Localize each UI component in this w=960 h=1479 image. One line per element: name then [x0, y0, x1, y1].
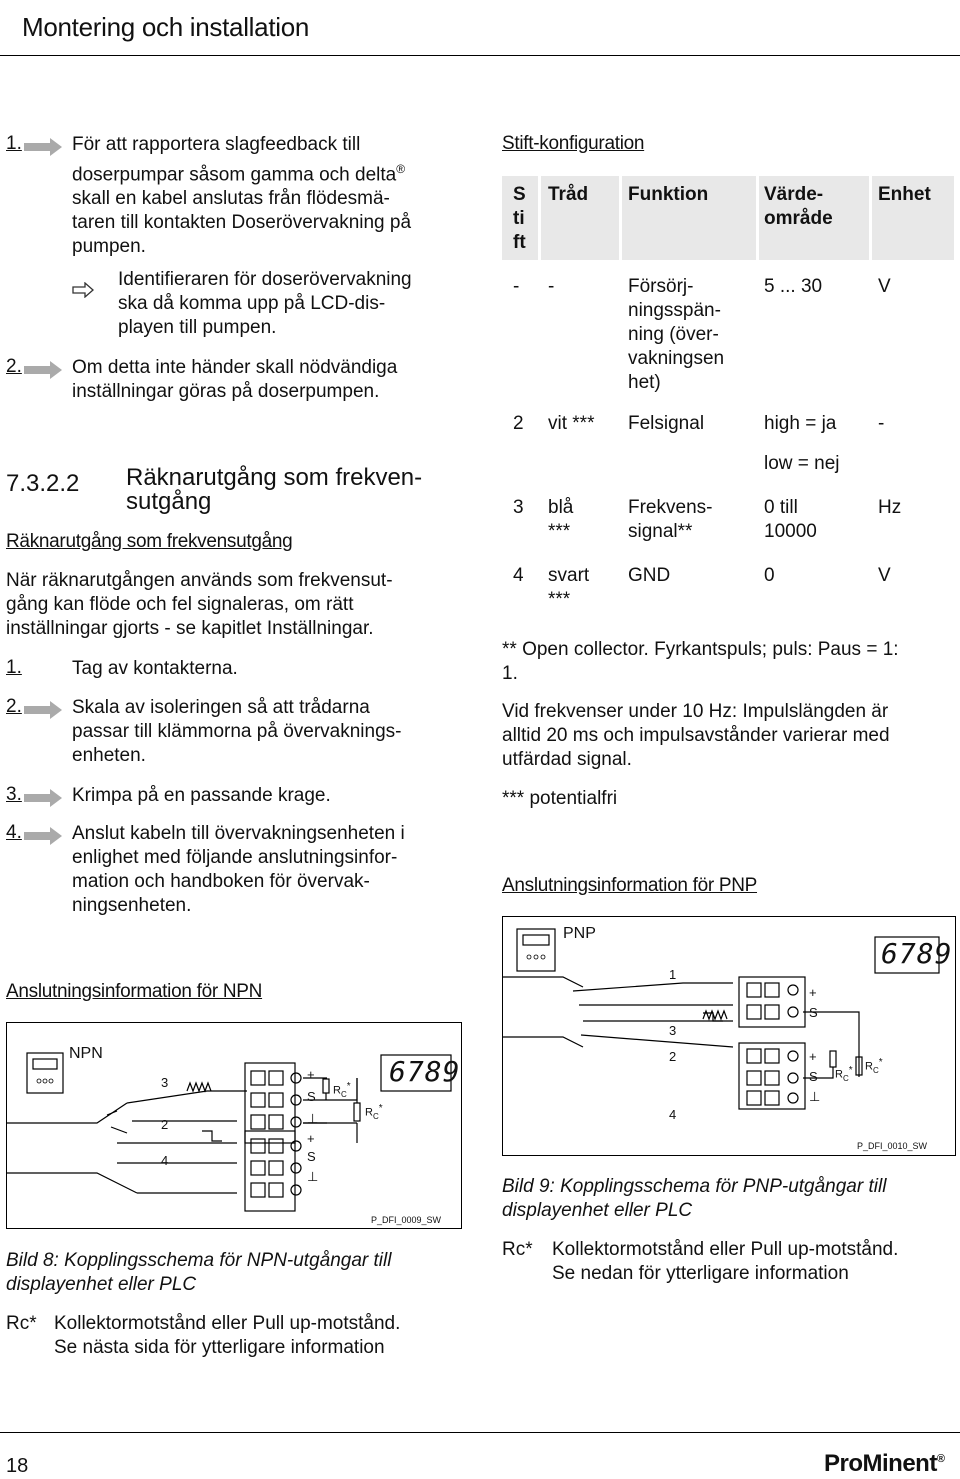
terminal-label: ⊥	[809, 1089, 821, 1104]
footnote: *** potentialfri	[502, 788, 618, 809]
wire-label: 1	[669, 967, 677, 982]
table-header-unit: Enhet	[878, 184, 931, 205]
step-number: 1.	[6, 657, 22, 678]
wire-label: 3	[669, 1023, 677, 1038]
table-cell: -	[878, 413, 885, 434]
table-cell: -	[548, 276, 555, 297]
step-number: 1.	[6, 133, 22, 154]
table-cell: vit ***	[548, 413, 595, 434]
diagram-label: PNP	[563, 925, 596, 942]
pin-config-heading: Stift-konfiguration	[502, 133, 645, 154]
table-cell: blå ***	[548, 497, 574, 542]
step-arrow-icon	[24, 138, 62, 156]
npn-heading: Anslutningsinformation för NPN	[6, 981, 263, 1002]
terminal-label: S	[809, 1069, 818, 1084]
step-number: 2.	[6, 696, 22, 717]
npn-caption: Bild 8: Kopplingsschema för NPN-utgångar till displayenhet eller PLC	[6, 1250, 392, 1295]
wire-label: 2	[669, 1049, 677, 1064]
terminal-label: S	[307, 1149, 316, 1164]
pnp-wiring-diagram	[502, 916, 956, 1156]
company-logo: ProMinent®	[824, 1450, 945, 1477]
footnote: ** Open collector. Fyrkantspuls; puls: Paus = 1: 1.	[502, 639, 899, 684]
paragraph: När räknarutgången används som frekvensut- gång kan flöde och fel signaleras, om rätt inställningar gjorts - se kapitlet Inställningar.	[6, 570, 393, 639]
resistor-label: $R_C^*$	[865, 1057, 883, 1075]
terminal-label: +	[307, 1067, 315, 1082]
table-cell: Försörj- ningsspän- ning (över- vakningsen het)	[628, 276, 725, 393]
resistor-label: $R_C^*$	[333, 1081, 351, 1099]
step-text: Skala av isoleringen så att trådarna passar till klämmorna på övervaknings- enheten.	[72, 697, 402, 766]
diagram-code: P_DFI_0009_SW	[371, 1215, 442, 1225]
terminal-label: +	[307, 1131, 315, 1146]
table-header-pin: S ti ft	[513, 184, 526, 253]
table-cell: V	[878, 276, 891, 297]
wire-label: 4	[669, 1107, 677, 1122]
table-header-function: Funktion	[628, 184, 709, 205]
step-arrow-icon	[24, 701, 62, 719]
diagram-label: NPN	[69, 1045, 103, 1062]
table-cell: V	[878, 565, 891, 586]
footer-rule	[0, 1432, 960, 1433]
table-header-range: Värde- område	[764, 184, 833, 229]
section-title: Räknarutgång som frekven- sutgång	[126, 464, 423, 515]
rc-text: Kollektormotstånd eller Pull up-motstånd. Se nästa sida för ytterligare information	[54, 1313, 401, 1358]
rc-text: Kollektormotstånd eller Pull up-motstånd. Se nedan för ytterligare information	[552, 1239, 899, 1284]
table-cell: 3	[513, 497, 524, 518]
terminal-label: ⊥	[307, 1169, 319, 1184]
rc-label: Rc*	[502, 1239, 533, 1260]
table-cell: 5 ... 30	[764, 276, 823, 297]
terminal-label: +	[809, 1049, 817, 1064]
table-cell: high = ja	[764, 413, 837, 434]
display-readout: 6789	[389, 1055, 461, 1088]
footnote: Vid frekvenser under 10 Hz: Impulslängden är alltid 20 ms och impulsavstånder varierar med utfärdad signal.	[502, 701, 890, 770]
diagram-code: P_DFI_0010_SW	[857, 1141, 928, 1151]
wire-label: 4	[161, 1153, 169, 1168]
wire-label: 2	[161, 1117, 169, 1132]
table-cell: svart ***	[548, 565, 590, 610]
resistor-label: $R_C^*$	[835, 1065, 853, 1083]
table-cell: 0	[764, 565, 775, 586]
table-cell: low = nej	[764, 453, 840, 474]
step-text: Anslut kabeln till övervakningsenheten i enlighet med följande anslutningsinfor- mation och handboken för övervak- ningsenheten.	[72, 823, 405, 916]
table-cell: 4	[513, 565, 524, 586]
resistor-label: $R_C^*$	[365, 1103, 383, 1121]
section-number: 7.3.2.2	[6, 470, 80, 497]
step-text: Krimpa på en passande krage.	[72, 785, 331, 806]
table-header-wire: Tråd	[548, 184, 589, 205]
step-arrow-icon	[24, 827, 62, 845]
npn-wiring-diagram	[6, 1022, 462, 1229]
table-cell: Felsignal	[628, 413, 705, 434]
table-cell: Hz	[878, 497, 902, 518]
step-text: För att rapportera slagfeedback till doserpumpar såsom gamma och delta® skall en kabel anslutas från flödesmä- taren till kontakten Doserövervakning på pumpen.	[72, 134, 412, 258]
result-text: Identifieraren för doserövervakning ska då komma upp på LCD-dis- playen till pumpen.	[118, 269, 412, 338]
table-cell: GND	[628, 565, 671, 586]
pnp-caption: Bild 9: Kopplingsschema för PNP-utgångar till displayenhet eller PLC	[502, 1176, 887, 1221]
page-number: 18	[6, 1455, 29, 1477]
terminal-label: ⊥	[307, 1111, 319, 1126]
step-text: Tag av kontakterna.	[72, 658, 238, 679]
table-cell: -	[513, 276, 520, 297]
subheading: Räknarutgång som frekvensutgång	[6, 531, 293, 552]
display-readout: 6789	[881, 937, 953, 970]
step-arrow-icon	[24, 361, 62, 379]
wire-label: 3	[161, 1075, 169, 1090]
terminal-label: S	[809, 1005, 818, 1020]
result-arrow-icon	[72, 282, 94, 298]
step-text: Om detta inte händer skall nödvändiga inställningar göras på doserpumpen.	[72, 357, 398, 402]
page-title: Montering och installation	[22, 12, 310, 42]
table-cell: 0 till 10000	[764, 497, 817, 542]
table-cell: 2	[513, 413, 524, 434]
terminal-label: S	[307, 1089, 316, 1104]
pnp-heading: Anslutningsinformation för PNP	[502, 875, 758, 896]
step-arrow-icon	[24, 789, 62, 807]
terminal-label: +	[809, 985, 817, 1000]
rc-label: Rc*	[6, 1313, 37, 1334]
table-cell: Frekvens- signal**	[628, 497, 713, 542]
step-number: 4.	[6, 822, 22, 843]
step-number: 2.	[6, 356, 22, 377]
step-number: 3.	[6, 784, 22, 805]
